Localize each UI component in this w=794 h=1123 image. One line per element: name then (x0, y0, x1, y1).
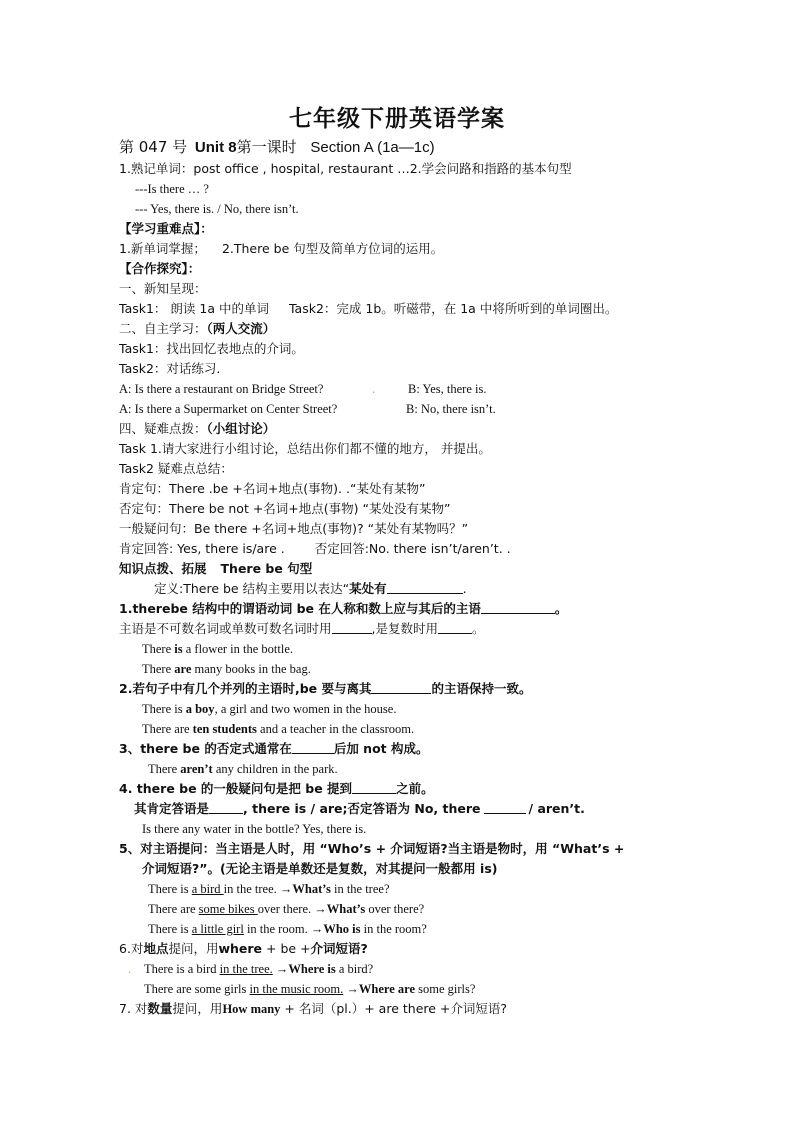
rule-6-mark: . (128, 962, 132, 976)
difficulties-mode: （小组讨论） (206, 421, 276, 436)
rule-6-d: where (218, 941, 263, 956)
example-text: over there? (365, 902, 425, 916)
rule-6-c: 提问，用 (168, 941, 219, 956)
dialogue-2-question: A: Is there a Supermarket on Center Street? (119, 402, 338, 416)
rule-2-text: 2.若句子中有几个并列的主语时,be 要与离其 (119, 681, 372, 696)
rule-3-end: 后加 not 构成。 (333, 741, 429, 756)
rule-5-line-2: 介词短语?”。(无论主语是单数还是复数，对其提问一般都用 is) (142, 861, 498, 876)
rule-4-detail-c: / aren’t. (528, 801, 585, 816)
example-text: in the room? (360, 922, 427, 936)
rule-5-line-1: 5、对主语提问：当主语是人时，用 “Who’s + 介词短语?当主语是物时，用 “What’s + (119, 841, 625, 856)
rule-7 (119, 1001, 507, 1017)
lesson-header (119, 138, 435, 157)
example-text: → (272, 962, 289, 976)
key-point-2: 2.There be 句型及简单方位词的运用。 (221, 241, 444, 256)
example-key: Who is (323, 922, 361, 936)
section-label: Section A (1a—1c) (310, 139, 435, 156)
rule-1-detail-a: 主语是不可数名词或单数可数名词时用 (119, 621, 332, 636)
section-self-study (119, 321, 275, 337)
knowledge-title: 知识点拨、拓展 (119, 561, 207, 576)
example-text: There is (148, 922, 192, 936)
rule-6-example-1 (144, 961, 373, 977)
rule-6-b: 地点 (143, 941, 169, 956)
example-key: What’s (292, 882, 331, 896)
blank[interactable] (438, 621, 472, 634)
difficulties-label: 四、疑难点拨： (119, 421, 207, 436)
task1-read: Task1： 朗读 1a 中的单词 (119, 301, 269, 316)
example-underlined: a bird (191, 882, 224, 896)
blank[interactable] (352, 781, 396, 794)
rule-4-example: Is there any water in the bottle? Yes, there is. (142, 822, 367, 836)
example-text: There are (148, 902, 199, 916)
coop-heading: 【合作探究】： (119, 261, 201, 276)
blank[interactable] (292, 741, 334, 754)
rule-5-example-2 (148, 901, 424, 917)
example-key: is (174, 642, 183, 656)
self-study-task1: Task1：找出回忆表地点的介词。 (119, 341, 304, 356)
rule-1 (119, 601, 567, 617)
rule-6-e: + be + (262, 941, 311, 956)
example-text: → (343, 982, 359, 996)
blank[interactable] (332, 621, 372, 634)
rule-1-text: 1.therebe 结构中的谓语动词 be 在人称和数上应与其后的主语 (119, 601, 481, 616)
rule-7-a: 7. 对 (119, 1001, 148, 1016)
example-key: ten students (192, 722, 257, 736)
unit-label: Unit 8 (194, 139, 237, 156)
rule-2 (119, 681, 532, 697)
example-text: There is (148, 882, 192, 896)
definition-end: . (462, 581, 467, 596)
rule-4-detail-a: 其肯定答语是 (134, 801, 210, 816)
key-points-heading: 【学习重难点】： (119, 221, 213, 236)
example-text: There are (142, 722, 193, 736)
rule-1-detail-c: 。 (472, 621, 485, 636)
example-key: What’s (326, 902, 366, 916)
rule-2-end: 的主语保持一致。 (431, 681, 532, 696)
example-text: many books in the bag. (191, 662, 311, 676)
difficulties-task1: Task 1.请大家进行小组讨论，总结出你们都不懂的地方， 并提出。 (119, 441, 491, 456)
rule-1-detail (119, 621, 485, 637)
objective-vocab: 1.熟记单词：post office , hospital, restaurant …2.学会问路和指路的基本句型 (119, 161, 572, 176)
definition-text: 定义:There be 结构主要用以表达“ (154, 581, 350, 596)
example-text: There (142, 642, 175, 656)
rule-3 (119, 741, 429, 757)
self-study-mode: （两人交流） (206, 321, 276, 336)
example-text: There is (142, 702, 186, 716)
knowledge-topic: There be 句型 (220, 561, 313, 576)
example-key: aren’t (180, 762, 213, 776)
example-text: There (142, 662, 175, 676)
page-title: 七年级下册英语学案 (289, 106, 505, 132)
objective-question: ---Is there … ? (135, 182, 209, 196)
dialogue-2-answer: B: No, there isn’t. (406, 402, 496, 416)
rule-1-example-2 (142, 661, 311, 677)
answer-positive: 肯定回答: Yes, there is/are . (119, 541, 285, 556)
rule-7-c: 提问，用 (172, 1001, 223, 1016)
rule-5-example-1 (148, 881, 390, 897)
section-new-knowledge: 一、新知呈现： (119, 281, 207, 296)
rule-6-a: 6.对 (119, 941, 144, 956)
rule-4 (119, 781, 434, 797)
pattern-answers (119, 541, 511, 557)
example-text: a flower in the bottle. (182, 642, 294, 656)
task2-listen: Task2：完成 1b。听磁带，在 1a 中将所听到的单词圈出。 (288, 301, 618, 316)
pattern-question: 一般疑问句：Be there +名词+地点(事物)? “某处有某物吗？” (119, 521, 469, 536)
rule-5-example-3 (148, 921, 427, 937)
example-text: There (148, 762, 181, 776)
self-study-label: 二、自主学习： (119, 321, 207, 336)
pattern-positive: 肯定句：There .be +名词+地点(事物). .“某处有某物” (119, 481, 426, 496)
answer-negative: 否定回答:No. there isn’t/aren’t. . (314, 541, 511, 556)
definition-key: 某处有 (349, 581, 387, 596)
blank[interactable] (371, 681, 431, 694)
example-text: There are some girls (144, 982, 250, 996)
objective-answer: --- Yes, there is. / No, there isn’t. (135, 202, 299, 216)
rule-6 (119, 941, 368, 957)
example-text: any children in the park. (212, 762, 338, 776)
blank[interactable] (481, 601, 555, 614)
rule-7-e: + 名词（pl.）+ are there +介词短语? (280, 1001, 508, 1016)
example-text: in the tree. → (223, 882, 293, 896)
lesson-period: 第一课时 (236, 138, 297, 156)
knowledge-heading (119, 561, 312, 577)
example-text: There is a bird (144, 962, 220, 976)
key-points-line (119, 241, 443, 257)
difficulties-task2: Task2 疑难点总结： (119, 461, 233, 476)
rule-1-example-1 (142, 641, 293, 657)
dialogue-1-question: A: Is there a restaurant on Bridge Street? (119, 382, 324, 396)
definition-line (154, 581, 467, 597)
example-key: a boy (185, 702, 215, 716)
example-key: Where is (288, 962, 336, 976)
rule-6-example-2 (144, 981, 475, 997)
example-key: are (174, 662, 192, 676)
example-text: over there. → (257, 902, 327, 916)
pattern-negative: 否定句：There be not +名词+地点(事物) “某处没有某物” (119, 501, 451, 516)
example-text: some girls? (415, 982, 476, 996)
blank[interactable] (209, 801, 243, 814)
rule-2-example-1 (142, 701, 396, 717)
rule-2-example-2 (142, 721, 414, 737)
example-key: Where are (358, 982, 416, 996)
example-text: in the room. → (243, 922, 324, 936)
rule-4-text: 4. there be 的一般疑问句是把 be 提到 (119, 781, 353, 796)
rule-7-d: How many (222, 1002, 281, 1016)
rule-1-end: 。 (554, 601, 568, 616)
key-point-1: 1.新单词掌握； (119, 241, 206, 256)
rule-3-text: 3、there be 的否定式通常在 (119, 741, 292, 756)
example-underlined: some bikes (198, 902, 258, 916)
rule-4-detail-b: , there is / are;否定答语为 No, there (243, 801, 481, 816)
example-text: a bird? (335, 962, 374, 976)
example-underlined: in the music room. (249, 982, 344, 996)
example-text: in the tree? (330, 882, 390, 896)
blank[interactable] (387, 581, 463, 594)
rule-7-b: 数量 (147, 1001, 173, 1016)
rule-4-end: 之前。 (396, 781, 434, 796)
rule-4-detail (134, 801, 585, 817)
example-text: and a teacher in the classroom. (256, 722, 415, 736)
rule-6-f: 介词短语? (310, 941, 368, 956)
example-underlined: in the tree. (219, 962, 273, 976)
example-underlined: a little girl (191, 922, 244, 936)
blank[interactable] (484, 801, 526, 814)
example-text: , a girl and two women in the house. (214, 702, 397, 716)
new-knowledge-tasks (119, 301, 617, 317)
rule-1-detail-b: ,是复数时用 (371, 621, 438, 636)
lesson-number: 第 047 号 (119, 138, 188, 156)
rule-3-example (148, 761, 338, 777)
section-difficulties (119, 421, 275, 437)
dialogue-1-answer: B: Yes, there is. (408, 382, 487, 396)
self-study-task2: Task2：对话练习. (119, 361, 221, 376)
dialogue-1-mark: . (372, 382, 376, 396)
